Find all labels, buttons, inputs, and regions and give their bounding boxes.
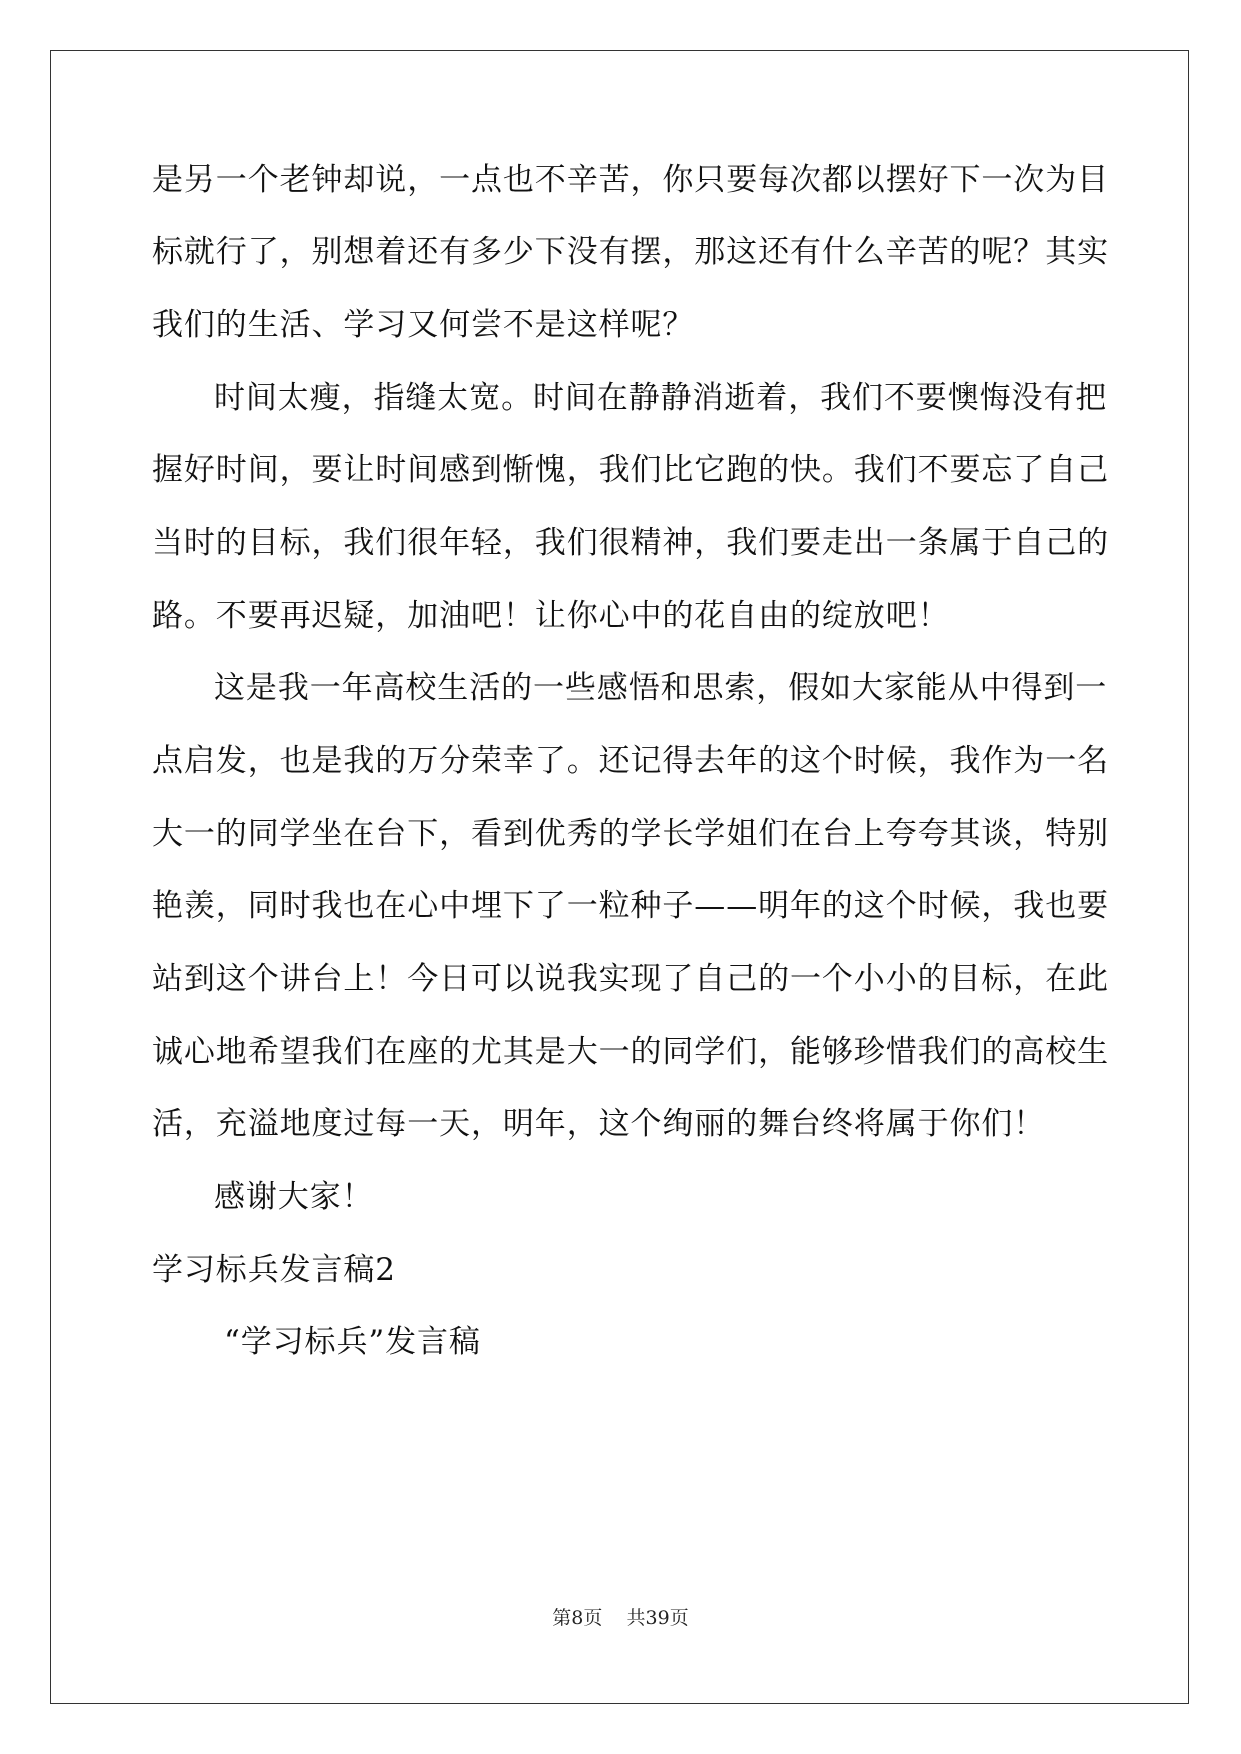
body-line: 活，充溢地度过每一天，明年，这个绚丽的舞台终将属于你们！ [152,1106,1046,1142]
body-line: 我们的生活、学习又何尝不是这样呢？ [152,307,695,343]
body-line: 点启发，也是我的万分荣幸了。还记得去年的这个时候，我作为一名 [152,743,1109,779]
body-line: 大一的同学坐在台下，看到优秀的学长学姐们在台上夸夸其谈，特别 [152,816,1109,852]
section-heading: 学习标兵发言稿2 [152,1252,396,1288]
footer-gap [602,1607,626,1629]
page-number: 第8页 [552,1607,603,1629]
paragraph-start-line: 这是我一年高校生活的一些感悟和思索，假如大家能从中得到一 [214,670,1108,706]
page-footer [0,1606,1241,1630]
body-line: 握好时间，要让时间感到惭愧，我们比它跑的快。我们不要忘了自己 [152,452,1109,488]
body-line: 当时的目标，我们很年轻，我们很精神，我们要走出一条属于自己的 [152,525,1109,561]
body-line: 标就行了，别想着还有多少下没有摆，那这还有什么辛苦的呢？其实 [152,234,1109,270]
paragraph-start-line: 时间太瘦，指缝太宽。时间在静静消逝着，我们不要懊悔没有把 [214,380,1108,416]
body-line: 艳羡，同时我也在心中埋下了一粒种子——明年的这个时候，我也要 [152,888,1109,924]
body-line: 诚心地希望我们在座的尤其是大一的同学们，能够珍惜我们的高校生 [152,1034,1109,1070]
body-line: 是另一个老钟却说，一点也不辛苦，你只要每次都以摆好下一次为目 [152,162,1109,198]
body-line: 站到这个讲台上！今日可以说我实现了自己的一个小小的目标，在此 [152,961,1109,997]
section-subtitle: “学习标兵”发言稿 [224,1324,481,1360]
body-line: 路。不要再迟疑，加油吧！让你心中的花自由的绽放吧！ [152,598,950,634]
closing-line: 感谢大家！ [214,1179,374,1215]
total-pages: 共39页 [626,1607,689,1629]
page-border [50,50,1189,1704]
